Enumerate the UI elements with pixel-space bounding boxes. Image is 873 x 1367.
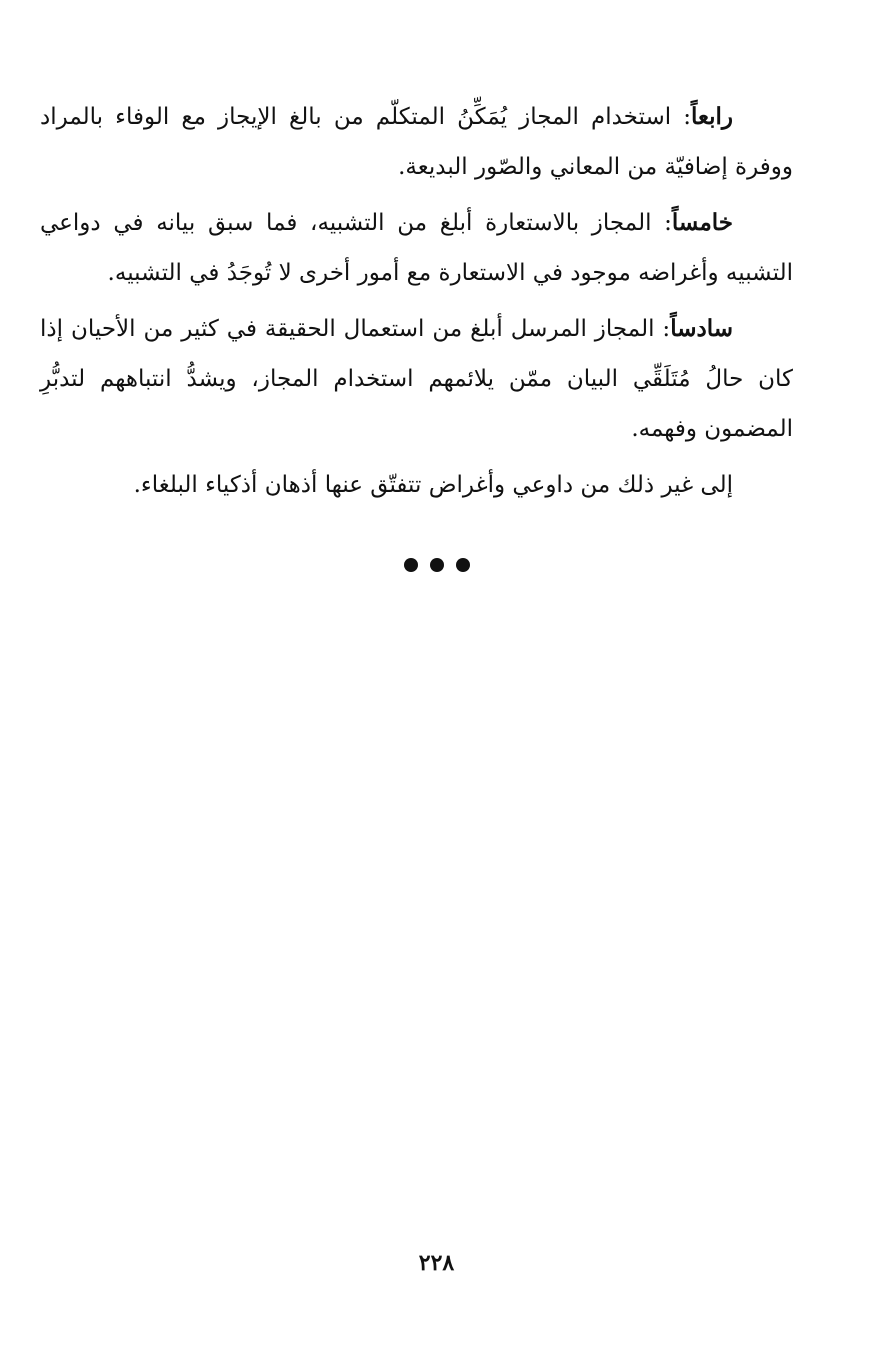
closing-sentence: إلى غير ذلك من داوعي وأغراض تتفتّق عنها أذهان أذكياء البلغاء. [133, 472, 733, 498]
paragraph-khamisan [40, 198, 793, 298]
paragraph-text: : المجاز المرسل أبلغ من استعمال الحقيقة في كثير من الأحيان إذا كان حالُ مُتَلَقِّي البيان ممّن يلائمهم استخدام المجاز، ويشدُّ انتباههم لتدبُّرِ المضمون وفهمه. [40, 316, 793, 442]
paragraph-text: : استخدام المجاز يُمَكِّنُ المتكلّم من بالغ الإيجاز مع الوفاء بالمراد ووفرة إضافيّة من المعاني والصّور البديعة. [40, 104, 793, 180]
paragraph-lead: سادساً [670, 315, 733, 342]
separator-dot [430, 558, 444, 572]
paragraph-lead: خامساً [671, 209, 733, 236]
paragraph-rabian [40, 92, 793, 192]
paragraph-text: : المجاز بالاستعارة أبلغ من التشبيه، فما سبق بيانه في دواعي التشبيه وأغراضه موجود في الاستعارة مع أمور أخرى لا تُوجَدُ في التشبيه. [40, 210, 793, 286]
separator-dot [456, 558, 470, 572]
paragraph-sadisan [40, 304, 793, 454]
paragraph-lead: رابعاً [690, 103, 733, 130]
page-body [40, 92, 793, 510]
page-number: ٢٢٨ [418, 1250, 455, 1276]
section-separator [0, 558, 873, 572]
separator-dot [404, 558, 418, 572]
